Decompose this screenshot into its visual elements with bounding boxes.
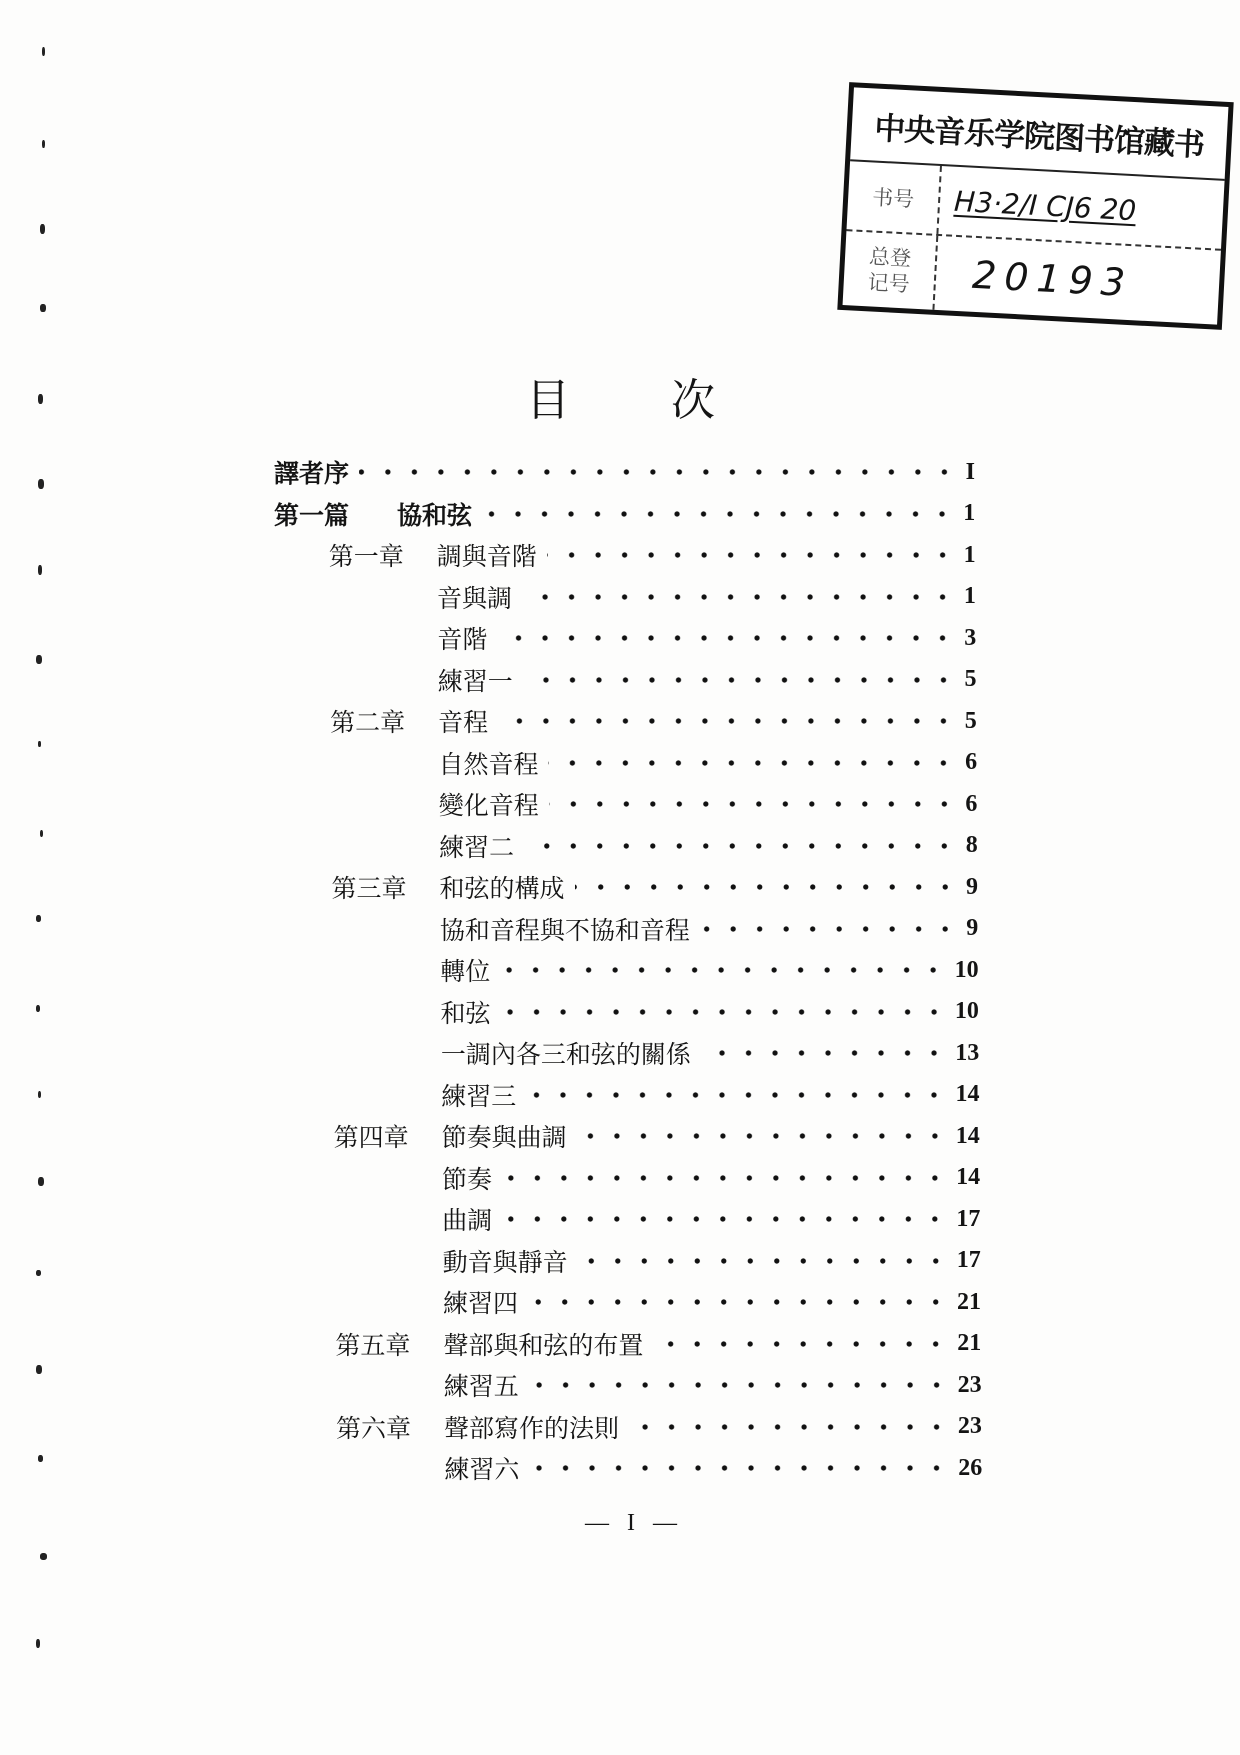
leader-dots xyxy=(629,1422,950,1432)
toc-entry-title: 和弦的構成 xyxy=(439,874,565,903)
toc-entry-title: 練習六 xyxy=(444,1455,520,1484)
toc-chapter-row xyxy=(332,866,979,908)
toc-entry-title: 音與調 xyxy=(437,583,513,613)
leader-dots xyxy=(523,675,957,685)
toc-page-number: I xyxy=(965,458,975,485)
toc-entry-title: 自然音程 xyxy=(438,749,539,779)
page-title: 目次 xyxy=(526,375,816,426)
leader-dots xyxy=(578,1256,949,1266)
scan-speck xyxy=(38,1177,44,1186)
toc-section-row xyxy=(437,576,976,618)
scan-speck xyxy=(36,1005,40,1012)
toc-chapter-label: 第五章 xyxy=(335,1330,411,1360)
scan-speck xyxy=(40,1553,47,1560)
leader-dots xyxy=(502,1173,948,1183)
toc-entry-title: 節奏與曲調 xyxy=(441,1123,567,1152)
toc-chapter-label: 第一篇 xyxy=(274,500,350,530)
toc-section-row xyxy=(439,825,978,867)
toc-page-number: 14 xyxy=(955,1122,980,1149)
toc-entry-title: 轉位 xyxy=(440,957,491,986)
scan-speck xyxy=(36,655,42,664)
toc-entry-title: 音階 xyxy=(437,625,488,654)
leader-dots xyxy=(524,841,958,851)
leader-dots xyxy=(501,1007,947,1017)
toc-entry-title: 音程 xyxy=(438,708,489,737)
scan-speck xyxy=(36,915,41,922)
toc-entry-title: 聲部寫作的法則 xyxy=(444,1413,620,1443)
leader-dots xyxy=(498,716,957,726)
toc-chapter-label: 第三章 xyxy=(331,874,407,903)
scan-speck xyxy=(40,224,45,234)
toc-page-number: 17 xyxy=(956,1205,981,1232)
leader-dots xyxy=(359,467,958,477)
scan-speck xyxy=(38,394,43,404)
toc-entry-title: 和弦 xyxy=(440,998,491,1028)
toc-entry-title: 練習四 xyxy=(443,1289,519,1318)
toc-page-number: 6 xyxy=(965,749,978,775)
toc-page-number: 17 xyxy=(956,1247,981,1273)
toc-part-row xyxy=(274,493,975,535)
stamp-call-label: 书号 xyxy=(847,161,942,234)
scan-speck xyxy=(42,140,45,148)
toc-entry-title: 一調內各三和弦的關係 xyxy=(440,1040,691,1069)
toc-page-number: 23 xyxy=(957,1371,982,1398)
toc-chapter-row xyxy=(336,1406,982,1448)
toc-page-number: 14 xyxy=(956,1164,981,1190)
leader-dots xyxy=(502,1214,948,1224)
stamp-register-number: 20193 xyxy=(971,252,1135,306)
toc-entry-title: 練習一 xyxy=(437,666,513,696)
scan-speck xyxy=(38,1091,41,1098)
leader-dots xyxy=(529,1380,950,1390)
toc-section-row xyxy=(443,1281,981,1323)
scan-speck xyxy=(36,1639,40,1648)
leader-dots xyxy=(575,882,958,892)
toc-page-number: 5 xyxy=(964,707,977,734)
toc-page-number: 1 xyxy=(963,541,976,568)
leader-dots xyxy=(577,1131,948,1141)
toc-page-number: 23 xyxy=(957,1413,982,1439)
scan-speck xyxy=(36,1365,42,1374)
toc-entry-title: 練習五 xyxy=(443,1372,519,1401)
scan-speck xyxy=(36,1270,41,1276)
toc-entry-title: 協和弦 xyxy=(397,500,473,530)
toc-page-number: 3 xyxy=(964,624,977,651)
toc-section-row xyxy=(438,742,977,784)
toc-chapter-label: 第二章 xyxy=(330,708,406,737)
toc-entry-title: 協和音程與不協和音程 xyxy=(439,915,690,945)
toc-entry-title: 練習三 xyxy=(441,1081,517,1111)
leader-dots xyxy=(497,633,956,643)
toc-page-number: 9 xyxy=(966,915,979,941)
toc-page-number: 26 xyxy=(958,1454,983,1481)
stamp-register-label: 总登记号 xyxy=(867,244,912,297)
toc-section-row xyxy=(441,991,979,1033)
toc-chapter-label: 第六章 xyxy=(336,1413,412,1443)
toc-entry-title: 練習二 xyxy=(439,832,515,862)
toc-page-number: 21 xyxy=(957,1288,981,1315)
toc-chapter-label: 第四章 xyxy=(333,1123,409,1152)
leader-dots xyxy=(549,799,958,809)
toc-page-number: 14 xyxy=(955,1081,980,1107)
leader-dots xyxy=(482,509,955,519)
scan-speck xyxy=(38,1455,43,1462)
leader-dots xyxy=(522,592,956,602)
toc-chapter-row xyxy=(335,1323,981,1365)
toc-page-number: 21 xyxy=(957,1330,982,1356)
toc-page-number: 9 xyxy=(966,873,978,900)
leader-dots xyxy=(700,924,958,934)
toc-chapter-label: 第一章 xyxy=(328,542,404,571)
toc-page-number: 10 xyxy=(954,956,979,983)
leader-dots xyxy=(500,965,946,975)
scan-speck xyxy=(38,565,42,575)
stamp-call-number: H3·2/I CJ6 20 xyxy=(953,184,1138,227)
toc-chapter-row xyxy=(330,700,977,742)
toc-section-row xyxy=(444,1447,982,1489)
toc-entry-title: 變化音程 xyxy=(438,791,539,820)
toc-section-row xyxy=(437,617,976,659)
leader-dots xyxy=(701,1048,947,1058)
toc-section-row xyxy=(441,1032,979,1074)
toc-page-number: 6 xyxy=(965,790,978,817)
toc-page-number: 1 xyxy=(963,583,976,609)
toc-section-row xyxy=(443,1240,981,1282)
toc-entry-title: 動音與靜音 xyxy=(442,1247,568,1277)
toc-entry-title: 節奏 xyxy=(441,1164,492,1194)
leader-dots xyxy=(653,1339,949,1349)
toc-page-number: 1 xyxy=(963,500,976,526)
scan-speck xyxy=(38,479,44,489)
scan-speck xyxy=(42,47,45,56)
toc-section-row xyxy=(438,659,977,701)
toc-section-row xyxy=(440,908,978,950)
toc-section-row xyxy=(442,1198,980,1240)
scan-speck xyxy=(40,304,46,312)
toc-section-row xyxy=(439,783,978,825)
toc-entry-title: 聲部與和弦的布置 xyxy=(443,1330,644,1360)
leader-dots xyxy=(547,550,956,560)
toc-chapter-row xyxy=(329,534,976,576)
page-number-footer: — I — xyxy=(585,1510,683,1536)
stamp-library-name: 中央音乐学院图书馆藏书 xyxy=(850,87,1228,181)
toc-entry-title: 譯者序 xyxy=(274,459,350,488)
scan-speck xyxy=(40,830,43,837)
toc-section-row xyxy=(444,1364,982,1406)
leader-dots xyxy=(528,1297,949,1307)
toc-page-number: 8 xyxy=(965,832,978,858)
toc-chapter-row xyxy=(334,1115,980,1157)
leader-dots xyxy=(548,758,957,768)
toc-entry-title: 調與音階 xyxy=(436,542,537,571)
toc-page-number: 5 xyxy=(964,666,977,692)
toc-page-number: 10 xyxy=(954,998,979,1024)
leader-dots xyxy=(526,1090,947,1100)
toc-entry-title: 曲調 xyxy=(442,1206,493,1235)
leader-dots xyxy=(529,1463,950,1473)
toc-part-row xyxy=(274,451,975,493)
toc-section-row xyxy=(442,1157,980,1199)
toc-section-row xyxy=(441,1074,979,1116)
toc-section-row xyxy=(440,949,978,991)
scan-speck xyxy=(38,741,41,747)
toc-page-number: 13 xyxy=(955,1039,980,1066)
